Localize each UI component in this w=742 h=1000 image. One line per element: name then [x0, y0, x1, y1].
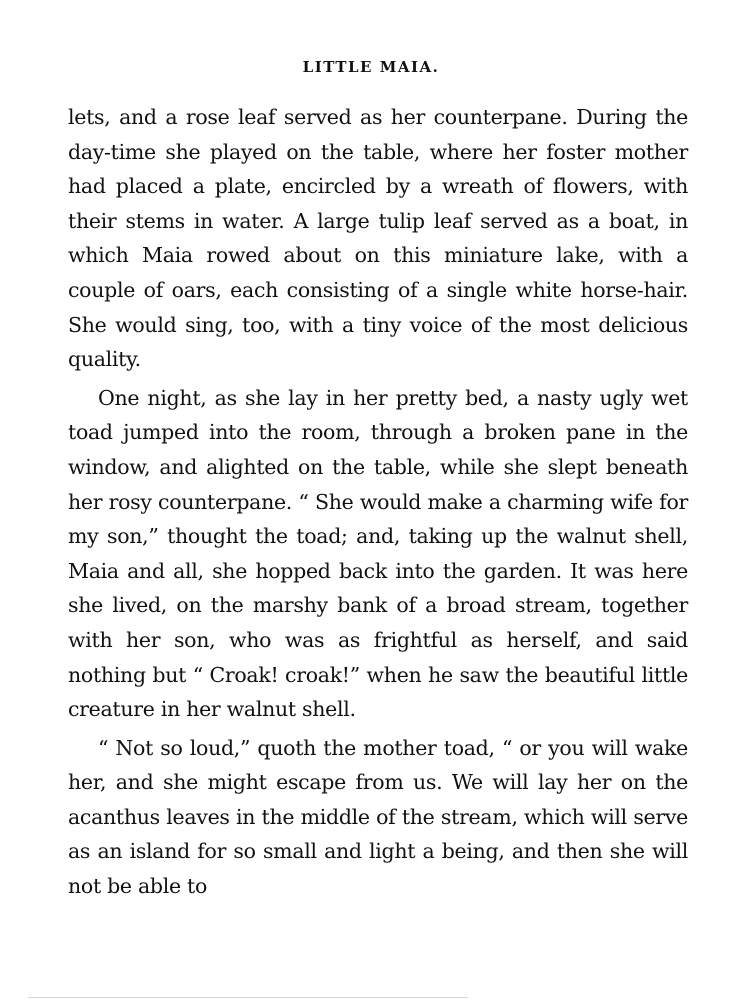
paragraph-3: “ Not so loud,” quoth the mother toad, “ or you will wake her, and she might escape from us. We will lay her on the acanthus leaves in the middle of the stream, which will serve as an island for so small and light a being, and then she will not be able to — [68, 735, 688, 899]
running-head: LITTLE MAIA. — [302, 58, 440, 76]
body-text — [68, 100, 688, 904]
paragraph-1: lets, and a rose leaf served as her counterpane. During the day-time she played on the table, where her foster mother had placed a plate, encircled by a wreath of flowers, with their stems in water. A large tulip leaf served as a boat, in which Maia rowed about on this miniature lake, with a couple of oars, each consisting of a single white horse-hair. She would sing, too, with a tiny voice of the most delicious quality. — [68, 105, 688, 372]
paragraph-2: One night, as she lay in her pretty bed, a nasty ugly wet toad jumped into the room, through a broken pane in the window, and alighted on the table, while she slept beneath her rosy counterpane. “ She would make a charming wife for my son,” thought the toad; and, taking up the walnut shell, Maia and all, she hopped back into the garden. It was here she lived, on the marshy bank of a broad stream, together with her son, who was as frightful as herself, and said nothing but “ Croak! croak!” when he saw the beautiful little creature in her walnut shell. — [68, 385, 688, 722]
page-edge-shadow — [28, 997, 468, 998]
